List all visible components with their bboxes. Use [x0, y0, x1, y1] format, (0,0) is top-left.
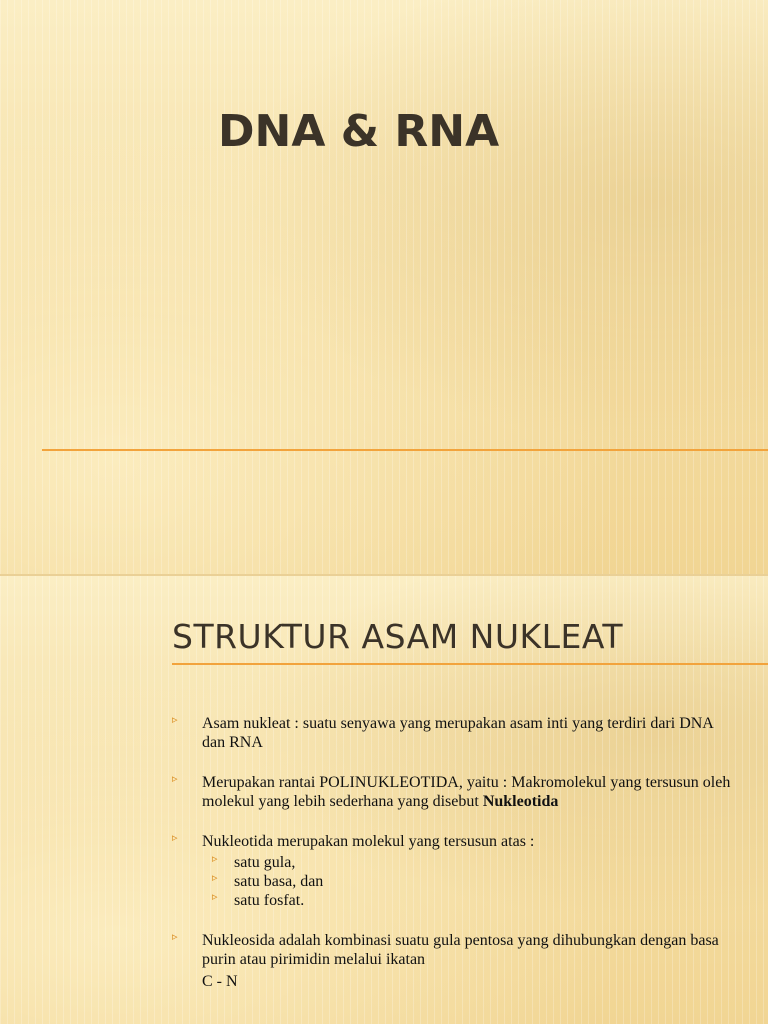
sub-list-item	[202, 853, 732, 872]
list-item	[172, 931, 732, 991]
list-item	[172, 773, 732, 811]
bullet-text: Merupakan rantai POLINUKLEOTIDA, yaitu : Makromolekul yang tersusun oleh molekul yang lebih sederhana yang disebut	[202, 774, 731, 810]
bullet-icon: ▹	[172, 931, 178, 943]
sub-list-item	[202, 872, 732, 891]
bullet-text: Nukleosida adalah kombinasi suatu gula pentosa yang dihubungkan dengan basa purin atau pirimidin melalui ikatan	[202, 932, 719, 968]
sub-bullet-text: satu basa, dan	[234, 873, 324, 890]
bullet-icon: ▹	[212, 853, 218, 865]
sub-bullet-text: satu fosfat.	[234, 892, 305, 909]
content-title-divider	[172, 663, 768, 665]
bullet-extra-line: C - N	[202, 973, 238, 990]
bullet-icon: ▹	[212, 872, 218, 884]
list-item	[172, 832, 732, 910]
title-divider	[42, 449, 768, 451]
list-item	[172, 714, 732, 752]
bullet-icon: ▹	[212, 891, 218, 903]
sub-bullet-text: satu gula,	[234, 854, 296, 871]
sub-bullet-list	[202, 853, 732, 910]
slide-title-heading: DNA & RNA	[218, 106, 500, 157]
bullet-text: Nukleotida merupakan molekul yang tersusun atas :	[202, 833, 535, 850]
bullet-text: Asam nukleat : suatu senyawa yang merupakan asam inti yang terdiri dari DNA dan RNA	[202, 715, 713, 751]
bullet-list	[172, 714, 732, 1012]
slide-content	[0, 576, 768, 1024]
bullet-icon: ▹	[172, 714, 178, 726]
content-slide-title: STRUKTUR ASAM NUKLEAT	[172, 617, 624, 656]
bullet-icon: ▹	[172, 773, 178, 785]
sub-list-item	[202, 891, 732, 910]
bullet-bold-term: Nukleotida	[482, 793, 559, 810]
bullet-icon: ▹	[172, 832, 178, 844]
